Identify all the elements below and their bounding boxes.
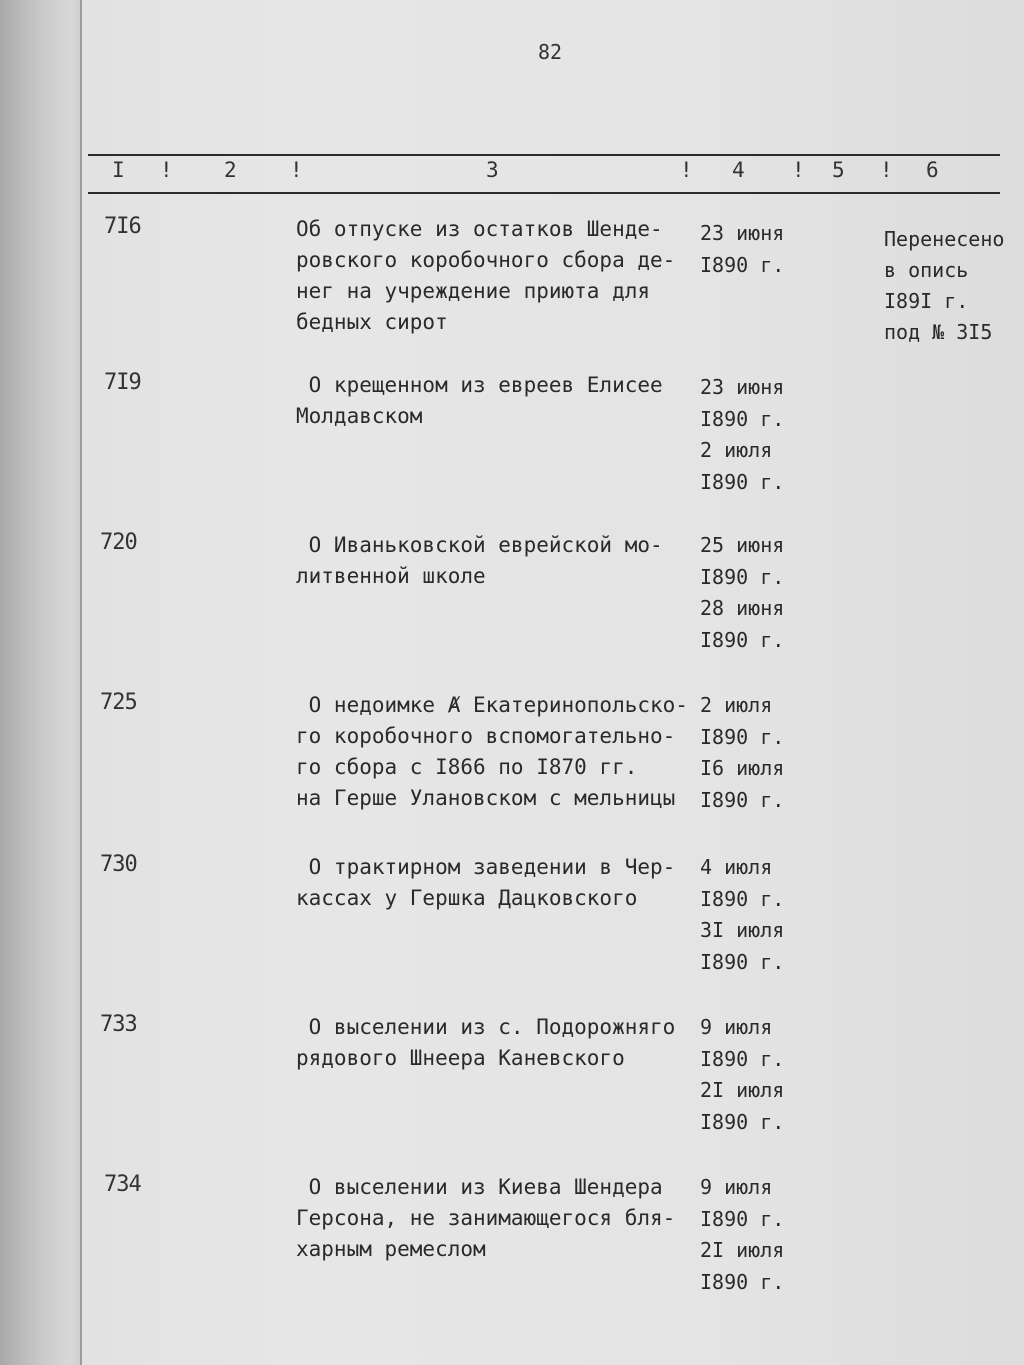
column-header-6: 6 (926, 158, 939, 182)
entry-date-line: I890 г. (700, 252, 785, 277)
entry-date-line: I890 г. (700, 886, 785, 911)
entry-title (296, 370, 696, 432)
entry-title-line: Молдавском (296, 404, 423, 428)
entry-date-line: 4 июля (700, 855, 773, 879)
entry-title (296, 1172, 696, 1265)
entry-date-line: 3I июля (700, 918, 785, 942)
entry-title-line: Герсона, не занимающегося бля- (296, 1206, 676, 1230)
column-header-3: 3 (486, 158, 499, 182)
entry-date-line: I890 г. (700, 564, 785, 589)
entry-date-line: 25 июня (700, 533, 785, 557)
entry-date-line: 2I июля (700, 1238, 785, 1262)
entry-note-line: Перенесено (884, 227, 1005, 251)
entry-title-line: О недоимке Ⱥ Екатеринопольско- (296, 693, 688, 717)
column-separator: ! (680, 158, 693, 182)
entry-note-line: под № 3I5 (884, 320, 993, 344)
entry-date-line: 23 июня (700, 221, 785, 245)
entry-title-line: кассах у Гершка Дацковского (296, 886, 638, 910)
entry-date-line: 2I июля (700, 1078, 785, 1102)
entry-note-line: в опись (884, 258, 969, 282)
entry-title-line: О выселении из Киева Шендера (296, 1175, 663, 1199)
entry-dates (700, 530, 810, 656)
entry-dates (700, 690, 810, 816)
entry-date-line: I890 г. (700, 949, 785, 974)
entry-title-line: рядового Шнеера Каневского (296, 1046, 625, 1070)
column-separator: ! (792, 158, 805, 182)
column-separator: ! (160, 158, 173, 182)
header-rule-bottom (88, 192, 1000, 194)
entry-title-line: Об отпуске из остатков Шенде- (296, 217, 663, 241)
entry-title-line: О выселении из с. Подорожняго (296, 1015, 676, 1039)
entry-title-line: харным ремеслом (296, 1237, 486, 1261)
entry-title (296, 690, 696, 814)
entry-dates (700, 852, 810, 978)
entry-title (296, 852, 696, 914)
entry-dates (700, 218, 810, 281)
column-separator: ! (290, 158, 303, 182)
book-gutter (0, 0, 82, 1365)
page-number: 82 (537, 40, 563, 64)
column-header-4: 4 (732, 158, 745, 182)
entry-date-line: I890 г. (700, 406, 785, 431)
entry-title (296, 530, 696, 592)
entry-dates (700, 1172, 810, 1298)
entry-number: 730 (100, 852, 137, 877)
entry-title-line: О Иваньковской еврейской мо- (296, 533, 663, 557)
entry-number: 733 (100, 1012, 137, 1037)
entry-date-line: 28 июня (700, 596, 785, 620)
column-separator: ! (880, 158, 893, 182)
entry-number: 7I9 (104, 370, 141, 395)
entry-title-line: го коробочного вспомогательно- (296, 724, 676, 748)
entry-date-line: I890 г. (700, 469, 785, 494)
entry-title-line: нег на учреждение приюта для (296, 279, 651, 303)
entry-date-line: 9 июля (700, 1175, 773, 1199)
entry-dates (700, 372, 810, 498)
entry-title-line: ровского коробочного сбора де- (296, 248, 676, 272)
header-rule-top (88, 154, 1000, 156)
entry-date-line: I890 г. (700, 724, 785, 749)
column-header-1: I (112, 158, 125, 182)
entry-number: 7I6 (104, 214, 141, 239)
entry-date-line: I890 г. (700, 1046, 785, 1071)
entry-date-line: 2 июля (700, 693, 773, 717)
entry-date-line: 9 июля (700, 1015, 773, 1039)
entry-date-line: I6 июля (700, 756, 785, 780)
entry-title (296, 214, 696, 338)
entry-title-line: литвенной школе (296, 564, 486, 588)
entry-title-line: О трактирном заведении в Чер- (296, 855, 676, 879)
entry-date-line: I890 г. (700, 1206, 785, 1231)
entry-date-line: I890 г. (700, 787, 785, 812)
entry-number: 734 (104, 1172, 141, 1197)
column-header-5: 5 (832, 158, 845, 182)
entry-title-line: го сбора с I866 по I870 гг. (296, 755, 638, 779)
column-header-2: 2 (224, 158, 237, 182)
entry-date-line: I890 г. (700, 1109, 785, 1134)
entry-title-line: бедных сирот (296, 310, 448, 334)
entry-title-line: О крещенном из евреев Елисее (296, 373, 663, 397)
entry-date-line: I890 г. (700, 1269, 785, 1294)
entry-number: 720 (100, 530, 137, 555)
entry-date-line: 23 июня (700, 375, 785, 399)
entry-note-line: I89I г. (884, 289, 969, 313)
page-edge (80, 0, 82, 1365)
entry-title (296, 1012, 696, 1074)
entry-dates (700, 1012, 810, 1138)
entry-date-line: 2 июля (700, 438, 773, 462)
entry-title-line: на Герше Улановском с мельницы (296, 786, 676, 810)
entry-number: 725 (100, 690, 137, 715)
entry-date-line: I890 г. (700, 627, 785, 652)
entry-note (884, 224, 1014, 348)
